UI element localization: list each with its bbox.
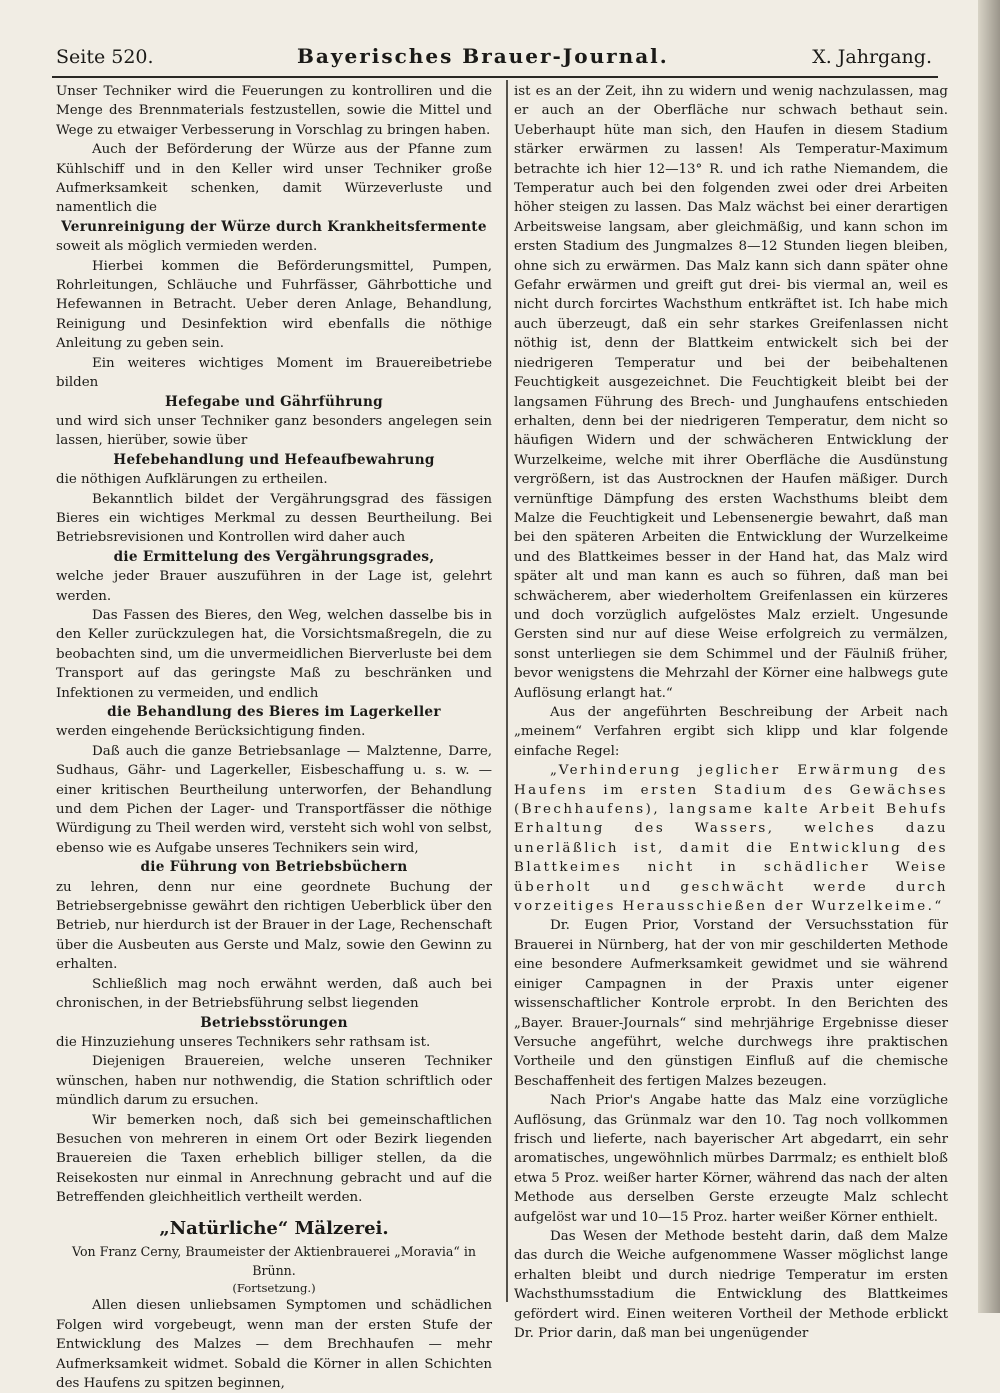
- article-title: „Natürliche“ Mälzerei.: [159, 1217, 389, 1239]
- paragraph: welche jeder Brauer auszuführen in der Lage ist, gelehrt werden.: [56, 569, 492, 604]
- page-number: Seite 520.: [56, 46, 154, 68]
- paragraph: ist es an der Zeit, ihn zu widern und wenig nachzulassen, mag er auch an der Oberfläche nur schwach bethaut sein. Ueberhaupt hüte man sich, den Haufen in diesem Stadium stärker erwärmen zu lassen! Als Temperatur-Maximum betrachte ich hier 12—13° R. und ich rathe Niemandem, die Temperatur auch bei den folgenden zwei oder drei Arbeiten höher steigen zu lassen. Das Malz wächst bei einer derartigen Arbeitsweise langsam, aber gleichmäßig, und kann schon im ersten Stadium des Jungmalzes 8—12 Stunden liegen bleiben, ohne sich zu erwärmen. Das Malz kann sich dann später ohne Gefahr erwärmen und greift gut drei- bis viermal an, weil es nicht durch forcirtes Wachsthum entkräftet ist. Ich habe mich auch überzeugt, daß ein sehr starkes Greifenlassen nicht nöthig ist, denn der Blattkeim entwickelt sich bei der niedrigeren Temperatur und bei der beibehaltenen Feuchtigkeit ausgezeichnet. Die Feuchtigkeit bleibt bei der langsamen Führung des Brech- und Junghaufens entschieden erhalten, denn bei der niedrigeren Temperatur, dem nicht so häufigen Widern und der schwächeren Entwicklung der Wurzelkeime, welche mit ihrer Oberfläche die Ausdünstung vergrößern, ist das Austrocknen der Haufen mäßiger. Durch vernünftige Dämpfung des ersten Wachsthums bleibt dem Malze die Feuchtigkeit und Lebensenergie bewahrt, daß man bei den späteren Arbeiten die Entwicklung der Wurzelkeime und des Blattkeimes besser in der Hand hat, das Malz wird später alt und man kann es auch so führen, daß man bei schwächerem, aber wiederholtem Greifenlassen ein kürzeres und doch vorzüglich aufgelöstes Malz erzielt. Ungesunde Gersten sind nur auf diese Weise erfolgreich zu vermälzen, sonst unterliegen sie dem Schimmel und der Fäulniß früher, bevor wenigstens die Mehrzahl der Körner eine halbwegs gute Auflösung erlangt hat.“: [514, 84, 948, 701]
- rule-quote: „Verhinderung jeglicher Erwärmung des Haufens im ersten Stadium des Gewächses (Brechhaufens), langsame kalte Arbeit Behufs Erhaltung des Wassers, welches dazu unerläßlich ist, damit die Entwicklung des Blattkeimes nicht in schädlicher Weise überholt und geschwächt werde durch vorzeitiges Herausschießen der Wurzelkeime.“: [514, 763, 948, 915]
- paragraph: Hierbei kommen die Beförderungsmittel, Pumpen, Rohrleitungen, Schläuche und Fuhrfässer, Gährbottiche und Hefewannen in Betracht. Ueber deren Anlage, Behandlung, Reinigung und Desinfektion wird ebenfalls die nöthige Anleitung zu geben sein.: [56, 258, 492, 352]
- page-header: [56, 44, 932, 78]
- paragraph: Das Fassen des Bieres, den Weg, welchen dasselbe bis in den Keller zurückzulegen hat, die Vorsichtsmaßregeln, die zu beobachten sind, um die unvermeidlichen Bierverluste bei dem Transport auf das geringste Maß zu beschränken und Infektionen zu vermeiden, und endlich: [56, 607, 492, 701]
- paragraph: werden eingehende Berücksichtigung finden.: [56, 724, 366, 740]
- paragraph: Dr. Eugen Prior, Vorstand der Versuchsstation für Brauerei in Nürnberg, hat der von mir geschilderten Methode eine besondere Aufmerksamkeit gewidmet und sie während einiger Campagnen in der Praxis unter eigener wissenschaftlicher Kontrole erprobt. In den Berichten des „Bayer. Brauer-Journals“ sind mehrjährige Ergebnisse dieser Versuche angeführt, welche durchwegs ihre praktischen Vortheile und den günstigen Einfluß auf die chemische Beschaffenheit des fertigen Malzes bezeugen.: [514, 918, 948, 1089]
- paragraph: Nach Prior's Angabe hatte das Malz eine vorzügliche Auflösung, das Grünmalz war den 10. Tag noch vollkommen frisch und lieferte, nach bayerischer Art abgedarrt, ein sehr aromatisches, ungewöhnlich mürbes Darrmalz; es enthielt bloß etwa 5 Proz. weißer harter Körner, während das nach der alten Methode aus derselben Gerste erzeugte Malz schlecht aufgelöst war und 10—15 Proz. harter weißer Körner enthielt.: [514, 1093, 948, 1225]
- paragraph: Schließlich mag noch erwähnt werden, daß auch bei chronischen, in der Betriebsführung selbst liegenden: [56, 976, 492, 1012]
- paragraph: Daß auch die ganze Betriebsanlage — Malztenne, Darre, Sudhaus, Gähr- und Lagerkeller, Eisbeschaffung u. s. w. — einer kritischen Beurtheilung unterworfen, der Behandlung und dem Pichen der Lager- und Transportfässer die nöthige Würdigung zu Theil werden wird, versteht sich wohl von selbst, ebenso wie es Aufgabe unseres Technikers sein wird,: [56, 743, 492, 856]
- paragraph: die nöthigen Aufklärungen zu ertheilen.: [56, 472, 328, 488]
- paragraph: Unser Techniker wird die Feuerungen zu kontrolliren und die Menge des Brennmaterials festzustellen, sowie die Mittel und Wege zu etwaiger Verbesserung in Vorschlag zu bringen haben.: [56, 84, 492, 138]
- paragraph: und wird sich unser Techniker ganz besonders angelegen sein lassen, hierüber, sowie über: [56, 413, 492, 449]
- header-rule: [52, 76, 938, 78]
- paragraph: Wir bemerken noch, daß sich bei gemeinschaftlichen Besuchen von mehreren in einem Ort oder Bezirk liegenden Brauereien die Taxen erheblich billiger stellen, da die Reisekosten nur einmal in Anrechnung gebracht und auf die Betreffenden gleichheitlich vertheilt werden.: [56, 1112, 492, 1206]
- section-heading: die Ermittelung des Vergährungsgrades,: [113, 548, 435, 565]
- paragraph: Auch der Beförderung der Würze aus der Pfanne zum Kühlschiff und in den Keller wird unser Techniker große Aufmerksamkeit schenken, damit Würzeverluste und namentlich die: [56, 142, 492, 216]
- section-heading: Verunreinigung der Würze durch Krankheitsfermente: [61, 218, 487, 235]
- paragraph: Allen diesen unliebsamen Symptomen und schädlichen Folgen wird vorgebeugt, wenn man der ersten Stufe der Entwicklung des Malzes — dem Brechhaufen — mehr Aufmerksamkeit widmet. Sobald die Körner in allen Schichten des Haufens zu spitzen beginnen,: [56, 1298, 492, 1391]
- continuation-note: (Fortsetzung.): [232, 1281, 316, 1296]
- paragraph: Bekanntlich bildet der Vergährungsgrad des fässigen Bieres ein wichtiges Merkmal zu dessen Beurtheilung. Bei Betriebsrevisionen und Kontrollen wird daher auch: [56, 491, 492, 546]
- paragraph: Diejenigen Brauereien, welche unseren Techniker wünschen, haben nur nothwendig, die Station schriftlich oder mündlich darum zu ersuchen.: [56, 1054, 492, 1109]
- article-byline: Von Franz Cerny, Braumeister der Aktienbrauerei „Moravia“ in Brünn.: [72, 1243, 476, 1278]
- paragraph: Aus der angeführten Beschreibung der Arbeit nach „meinem“ Verfahren ergibt sich klipp und klar folgende einfache Regel:: [514, 705, 948, 759]
- section-heading: die Behandlung des Bieres im Lagerkeller: [107, 704, 441, 720]
- section-heading: die Führung von Betriebsbüchern: [140, 859, 408, 876]
- section-heading: Betriebsstörungen: [200, 1014, 348, 1031]
- paragraph: Das Wesen der Methode besteht darin, daß dem Malze das durch die Weiche aufgenommene Wasser möglichst lange erhalten bleibt und durch niedrige Temperatur im ersten Wachsthumsstadium die Entwicklung des Blattkeimes gefördert wird. Einen weiteren Vortheil der Methode erblickt Dr. Prior darin, daß man bei ungenügender: [514, 1228, 948, 1341]
- volume-label: X. Jahrgang.: [812, 46, 932, 68]
- left-column: [56, 82, 492, 1391]
- section-heading: Hefegabe und Gährführung: [165, 393, 383, 410]
- paragraph: soweit als möglich vermieden werden.: [56, 239, 318, 255]
- paragraph: Ein weiteres wichtiges Moment im Brauereibetriebe bilden: [56, 355, 492, 391]
- journal-title: Bayerisches Brauer-Journal.: [297, 44, 669, 68]
- paragraph: die Hinzuziehung unseres Technikers sehr rathsam ist.: [56, 1034, 431, 1050]
- section-heading: Hefebehandlung und Hefeaufbewahrung: [113, 451, 435, 468]
- right-column: [514, 82, 948, 1341]
- paragraph: zu lehren, denn nur eine geordnete Buchung der Betriebsergebnisse gewährt den richtigen Ueberblick über den Betrieb, nur hierdurch ist der Brauer in der Lage, Rechenschaft über die Ausbeuten aus Gerste und Malz, sowie den Gewinn zu erhalten.: [56, 879, 492, 973]
- column-divider: [506, 80, 508, 1302]
- page-edge-shadow: [978, 0, 1000, 1313]
